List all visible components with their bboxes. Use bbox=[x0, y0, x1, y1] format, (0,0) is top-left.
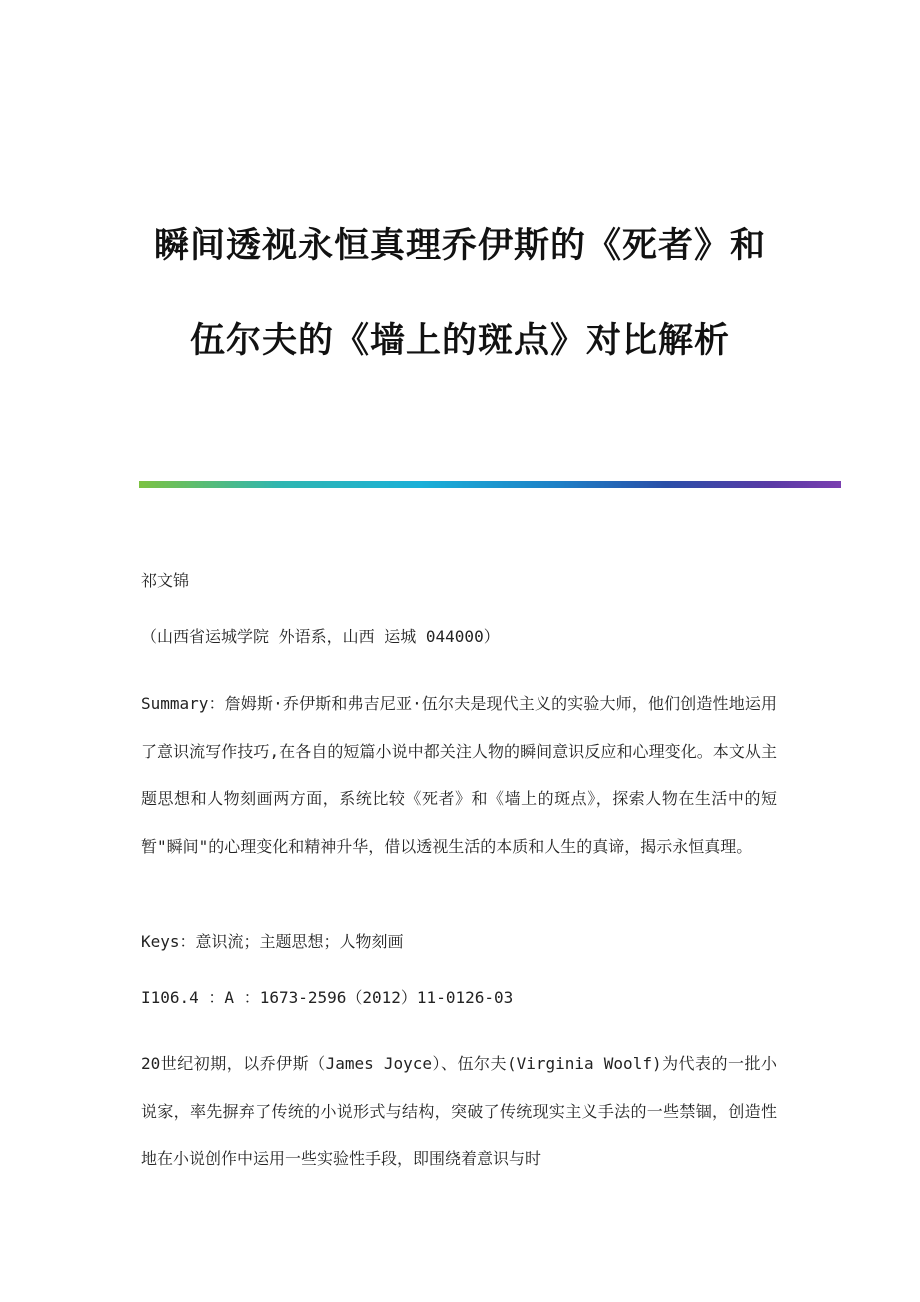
intro-text: 20世纪初期，以乔伊斯（James Joyce）、伍尔夫(Virginia Woolf)为代表的一批小说家，率先摒弃了传统的小说形式与结构，突破了传统现实主义手法的一些禁锢，创造性地在小说创作中运用一些实验性手段，即围绕着意识与时 bbox=[141, 1054, 777, 1169]
author-affiliation: （山西省运城学院 外语系，山西 运城 044000） bbox=[141, 627, 500, 646]
classification-line: I106.4 ：A ：1673-2596（2012）11-0126-03 bbox=[141, 988, 514, 1007]
document-title-line-2: 伍尔夫的《墙上的斑点》对比解析 bbox=[189, 320, 730, 361]
author-name: 祁文锦 bbox=[141, 571, 190, 590]
summary-paragraph bbox=[141, 680, 777, 870]
keywords-line: Keys：意识流；主题思想；人物刻画 bbox=[141, 932, 404, 951]
gradient-divider bbox=[139, 481, 841, 488]
document-title-line-1: 瞬间透视永恒真理乔伊斯的《死者》和 bbox=[153, 225, 766, 266]
summary-text: Summary：詹姆斯·乔伊斯和弗吉尼亚·伍尔夫是现代主义的实验大师，他们创造性地运用了意识流写作技巧,在各自的短篇小说中都关注人物的瞬间意识反应和心理变化。本文从主题思想和人物刻画两方面，系统比较《死者》和《墙上的斑点》，探索人物在生活中的短暂"瞬间"的心理变化和精神升华，借以透视生活的本质和人生的真谛，揭示永恒真理。 bbox=[141, 694, 777, 856]
intro-paragraph bbox=[141, 1040, 777, 1183]
